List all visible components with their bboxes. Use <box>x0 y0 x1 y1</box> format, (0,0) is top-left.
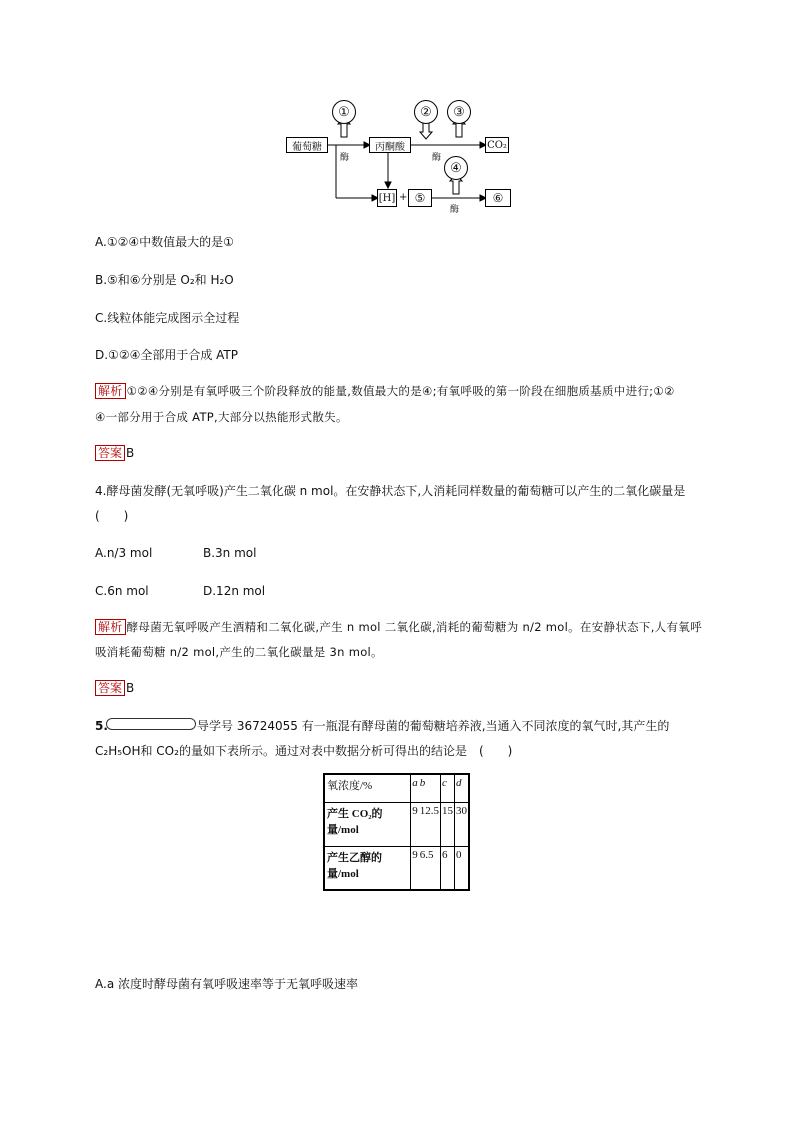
table-header-cell: d <box>455 774 470 802</box>
q4-option-d: D.12n mol <box>203 584 266 598</box>
table-cell: 6 <box>441 846 455 890</box>
q4-option-c: C.6n mol <box>95 584 149 598</box>
q4-paren: ( ) <box>95 509 129 523</box>
enzyme-label-1: 酶 <box>340 153 350 163</box>
q4-answer-value: B <box>126 681 135 695</box>
q5-stem-line1: 导学号 36724055 有一瓶混有酵母菌的葡萄糖培养液,当通入不同浓度的氧气时,其产生的 <box>197 719 670 733</box>
q3-option-a: A.①②④中数值最大的是① <box>95 235 234 249</box>
circle2: ② <box>414 100 438 124</box>
circle6-box: ⑥ <box>485 189 511 207</box>
q4-stem: 4.酵母菌发酵(无氧呼吸)产生二氧化碳 n mol。在安静状态下,人消耗同样数量的葡萄糖可以产生的二氧化碳量是 <box>95 484 686 498</box>
q3-explanation-text1: ①②④分别是有氧呼吸三个阶段释放的能量,数值最大的是④;有氧呼吸的第一阶段在细胞质基质中进行;①② <box>126 384 675 398</box>
co2-box: CO₂ <box>485 137 509 153</box>
respiration-diagram <box>280 100 520 215</box>
q4-explanation-text1: 酵母菌无氧呼吸产生酒精和二氧化碳,产生 n mol 二氧化碳,消耗的葡萄糖为 n/2 mol。在安静状态下,人有氧呼 <box>126 620 702 634</box>
table-cell: 15 <box>441 802 455 846</box>
table-header-cell: a <box>411 774 419 802</box>
q5-number: 5. <box>95 719 108 733</box>
oxygen-table <box>323 773 470 891</box>
q4-answer <box>95 680 134 696</box>
table-header-cell: c <box>441 774 455 802</box>
table-cell: 9 <box>411 846 419 890</box>
circle4: ④ <box>444 156 468 180</box>
q3-option-b: B.⑤和⑥分别是 O₂和 H₂O <box>95 273 234 287</box>
glucose-box: 葡萄糖 <box>286 137 328 153</box>
answer-tag: 答案 <box>95 445 125 461</box>
q3-option-c: C.线粒体能完成图示全过程 <box>95 311 240 325</box>
pyruvate-box: 丙酮酸 <box>369 137 411 153</box>
enzyme-label-2: 酶 <box>432 153 442 163</box>
q3-option-d: D.①②④全部用于合成 ATP <box>95 348 238 362</box>
table-row-label: 产生 CO₂的量/mol <box>324 802 411 846</box>
circle3: ③ <box>447 100 471 124</box>
table-row <box>324 846 469 890</box>
q3-answer <box>95 445 134 461</box>
circle5-box: ⑤ <box>408 189 432 207</box>
q3-answer-value: B <box>126 446 135 460</box>
table-row-label: 产生乙醇的量/mol <box>324 846 411 890</box>
q3-explanation-line2: ④一部分用于合成 ATP,大部分以热能形式散失。 <box>95 410 348 424</box>
table-cell: 30 <box>455 802 470 846</box>
table-cell: 9 <box>411 802 419 846</box>
h-box: [H] <box>377 189 397 207</box>
table-header-cell: b <box>419 774 441 802</box>
plus-sign: + <box>399 192 408 203</box>
q4-explanation-line1 <box>95 619 702 635</box>
table-cell: 0 <box>455 846 470 890</box>
enzyme-label-3: 酶 <box>450 205 460 215</box>
q5-option-a: A.a 浓度时酵母菌有氧呼吸速率等于无氧呼吸速率 <box>95 977 358 991</box>
q4-explanation-line2: 吸消耗葡萄糖 n/2 mol,产生的二氧化碳量是 3n mol。 <box>95 645 383 659</box>
q3-explanation-line1 <box>95 383 675 399</box>
q4-option-b: B.3n mol <box>203 546 257 560</box>
explanation-tag: 解析 <box>95 619 126 635</box>
q4-option-a: A.n/3 mol <box>95 546 153 560</box>
table-row <box>324 802 469 846</box>
table-cell: 12.5 <box>419 802 441 846</box>
q5-stem-line2: C₂H₅OH和 CO₂的量如下表所示。通过对表中数据分析可得出的结论是 ( ) <box>95 744 513 758</box>
answer-tag: 答案 <box>95 680 125 696</box>
table-row <box>324 774 469 802</box>
table-cell: 6.5 <box>419 846 441 890</box>
guide-number-badge <box>106 718 196 730</box>
explanation-tag: 解析 <box>95 383 126 399</box>
table-header-cell: 氧浓度/% <box>324 774 411 802</box>
circle1: ① <box>332 100 356 124</box>
